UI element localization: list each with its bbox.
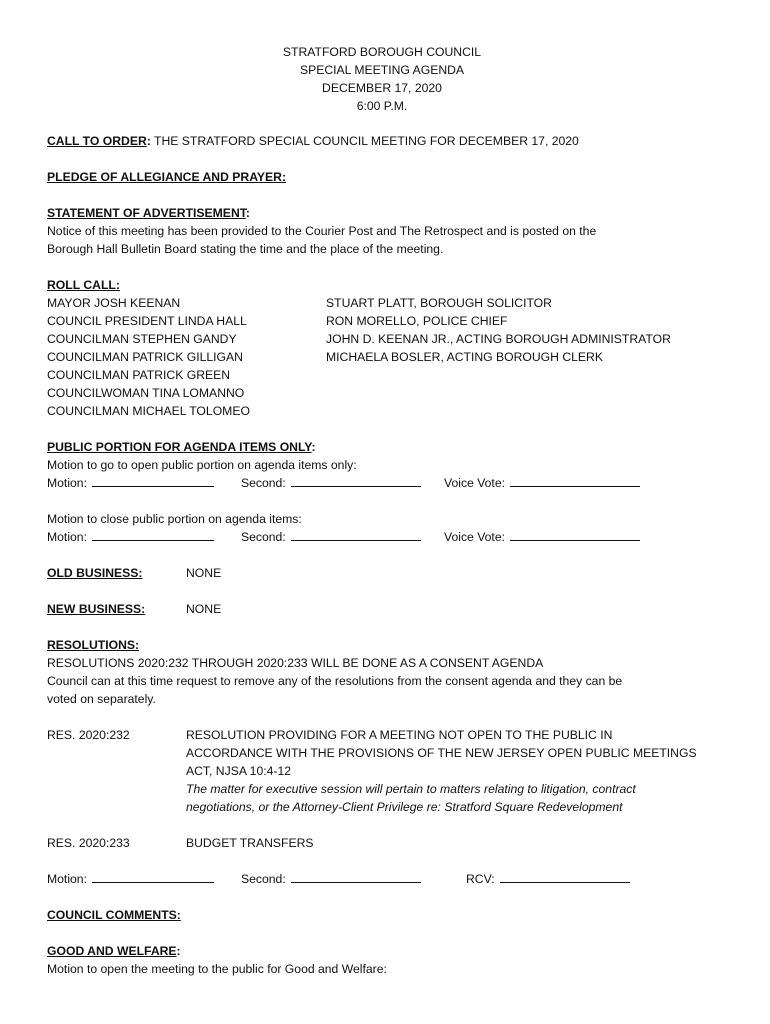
resolutions-note-2: voted on separately.: [47, 692, 156, 706]
resolution-item: [47, 726, 737, 816]
public-portion-open-text: Motion to go to open public portion on agenda items only:: [47, 458, 357, 472]
public-portion-heading: PUBLIC PORTION FOR AGENDA ITEMS ONLY: [47, 440, 312, 454]
motion-blank[interactable]: [92, 474, 214, 487]
old-business-section: [47, 564, 737, 582]
resolution-title: ACCORDANCE WITH THE PROVISIONS OF THE NEW JERSEY OPEN PUBLIC MEETINGS: [186, 746, 697, 760]
second-label: Second:: [241, 872, 286, 886]
roll-call-member: COUNCILMAN STEPHEN GANDY: [47, 332, 237, 346]
pledge-section: [47, 168, 737, 186]
resolution-number: RES. 2020:232: [47, 728, 130, 742]
good-welfare-heading: GOOD AND WELFARE: [47, 944, 177, 958]
agenda-page: [47, 43, 737, 978]
advertisement-line-1: Notice of this meeting has been provided to the Courier Post and The Retrospect and is posted on the: [47, 224, 597, 238]
voice-vote-blank[interactable]: [510, 474, 640, 487]
public-open-motion-row: [47, 474, 737, 492]
advertisement-heading: STATEMENT OF ADVERTISEMENT: [47, 206, 246, 220]
resolutions-section: [47, 636, 737, 888]
motion-label: Motion:: [47, 872, 87, 886]
good-welfare-text: Motion to open the meeting to the public for Good and Welfare:: [47, 962, 387, 976]
second-blank[interactable]: [291, 474, 421, 487]
resolution-title: BUDGET TRANSFERS: [186, 836, 314, 850]
resolutions-consent: RESOLUTIONS 2020:232 THROUGH 2020:233 WILL BE DONE AS A CONSENT AGENDA: [47, 656, 544, 670]
old-business-heading: OLD BUSINESS:: [47, 566, 143, 580]
new-business-heading: NEW BUSINESS:: [47, 602, 146, 616]
old-business-value: NONE: [186, 566, 222, 580]
motion-label: Motion:: [47, 530, 87, 544]
resolutions-note-1: Council can at this time request to remove any of the resolutions from the consent agenda and they can be: [47, 674, 623, 688]
roll-call-staff: STUART PLATT, BOROUGH SOLICITOR: [326, 296, 552, 310]
roll-call-council-list: [47, 294, 326, 420]
roll-call-member: COUNCIL PRESIDENT LINDA HALL: [47, 314, 247, 328]
public-portion-section: PUBLIC PORTION FOR AGENDA ITEMS ONLY: Motion to go to open public portion on agenda items only: Motion: Second: Voice Vote: Motion to close public portion on agenda items: Motion: Second: Voice Vote:: [47, 438, 737, 546]
motion-blank[interactable]: [92, 528, 214, 541]
new-business-section: [47, 600, 737, 618]
header-council-name: STRATFORD BOROUGH COUNCIL: [282, 45, 482, 59]
call-to-order: CALL TO ORDER: THE STRATFORD SPECIAL COUNCIL MEETING FOR DECEMBER 17, 2020: [47, 134, 579, 148]
rcv-label: RCV:: [466, 872, 495, 886]
motion-label: Motion:: [47, 476, 87, 490]
roll-call-staff: JOHN D. KEENAN JR., ACTING BOROUGH ADMINISTRATOR: [326, 332, 671, 346]
roll-call-staff: MICHAELA BOSLER, ACTING BOROUGH CLERK: [326, 350, 603, 364]
resolution-item: [47, 834, 737, 852]
voice-vote-label: Voice Vote:: [444, 530, 505, 544]
rcv-blank[interactable]: [500, 870, 630, 883]
call-to-order-text: THE STRATFORD SPECIAL COUNCIL MEETING FOR DECEMBER 17, 2020: [154, 134, 579, 148]
second-blank[interactable]: [291, 528, 421, 541]
resolution-title: ACT, NJSA 10:4-12: [186, 764, 291, 778]
header-meeting-type: SPECIAL MEETING AGENDA: [299, 63, 465, 77]
resolution-title: RESOLUTION PROVIDING FOR A MEETING NOT OPEN TO THE PUBLIC IN: [186, 728, 613, 742]
roll-call-staff-list: [326, 294, 737, 420]
second-blank[interactable]: [291, 870, 421, 883]
resolutions-motion-row: [47, 870, 737, 888]
header-date: DECEMBER 17, 2020: [322, 81, 442, 95]
good-welfare-section: GOOD AND WELFARE: Motion to open the meeting to the public for Good and Welfare:: [47, 942, 737, 978]
council-comments-heading: COUNCIL COMMENTS:: [47, 908, 181, 922]
resolution-number: RES. 2020:233: [47, 836, 130, 850]
advertisement-section: STATEMENT OF ADVERTISEMENT: Notice of this meeting has been provided to the Courier Post and The Retrospect and is posted on the Borough Hall Bulletin Board stating the time and the place of the meeting.: [47, 204, 737, 258]
council-comments-section: [47, 906, 737, 924]
advertisement-line-2: Borough Hall Bulletin Board stating the time and the place of the meeting.: [47, 242, 444, 256]
resolution-note: negotiations, or the Attorney-Client Privilege re: Stratford Square Redevelopment: [186, 800, 623, 814]
second-label: Second:: [241, 530, 286, 544]
roll-call-member: COUNCILMAN MICHAEL TOLOMEO: [47, 404, 250, 418]
resolution-note: The matter for executive session will pertain to matters relating to litigation, contract: [186, 782, 636, 796]
public-close-motion-row: [47, 528, 737, 546]
call-to-order-heading: CALL TO ORDER: [47, 134, 147, 148]
agenda-header: [47, 43, 717, 115]
roll-call-member: MAYOR JOSH KEENAN: [47, 296, 181, 310]
roll-call-member: COUNCILMAN PATRICK GILLIGAN: [47, 350, 243, 364]
pledge-heading: PLEDGE OF ALLEGIANCE AND PRAYER:: [47, 170, 287, 184]
roll-call-staff: RON MORELLO, POLICE CHIEF: [326, 314, 508, 328]
voice-vote-label: Voice Vote:: [444, 476, 505, 490]
header-time: 6:00 P.M.: [356, 99, 408, 113]
motion-blank[interactable]: [92, 870, 214, 883]
second-label: Second:: [241, 476, 286, 490]
public-portion-close-text: Motion to close public portion on agenda items:: [47, 512, 302, 526]
resolutions-heading: RESOLUTIONS:: [47, 638, 140, 652]
roll-call-heading: ROLL CALL:: [47, 278, 120, 292]
roll-call-section: [47, 276, 737, 420]
voice-vote-blank[interactable]: [510, 528, 640, 541]
new-business-value: NONE: [186, 602, 222, 616]
roll-call-member: COUNCILWOMAN TINA LOMANNO: [47, 386, 245, 400]
roll-call-member: COUNCILMAN PATRICK GREEN: [47, 368, 231, 382]
